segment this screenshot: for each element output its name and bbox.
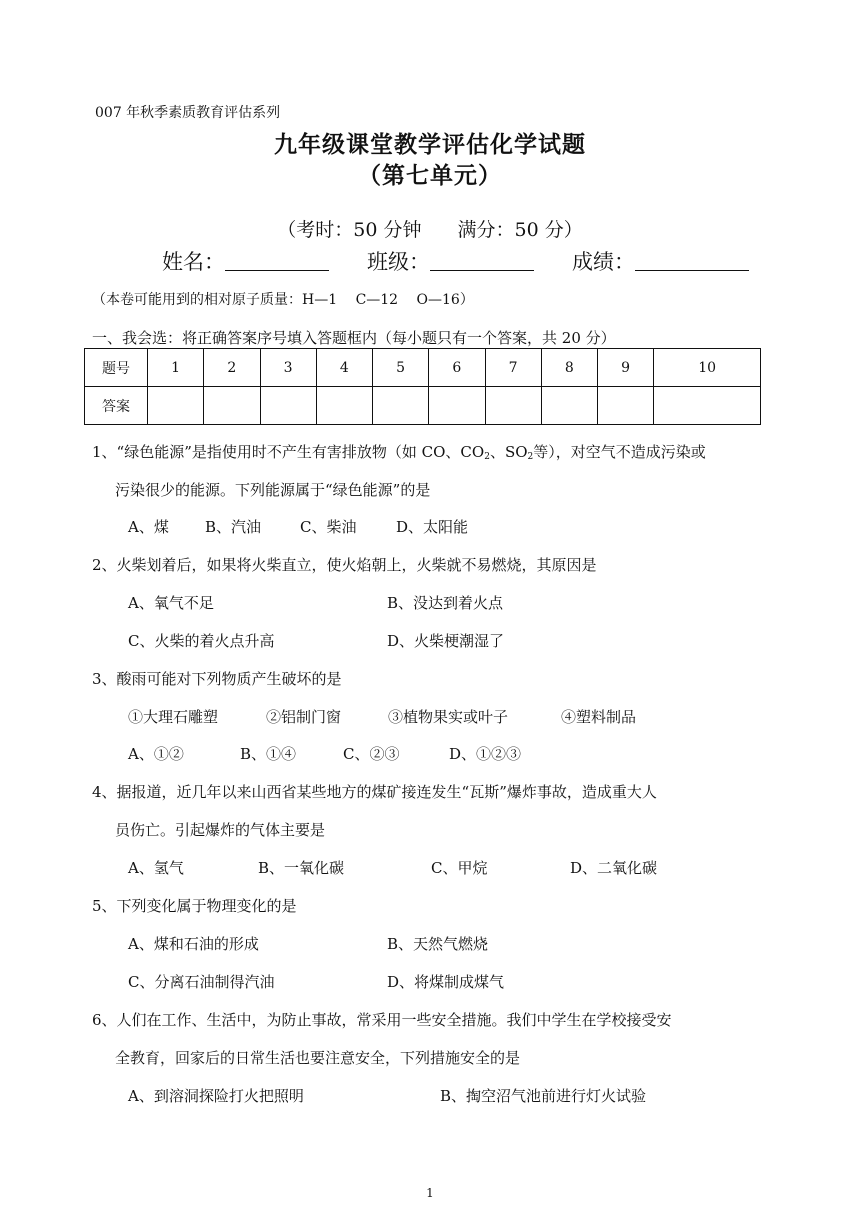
question-number-cell: 1 [148, 349, 204, 387]
q5-option-b: B、天然气燃烧 [387, 935, 489, 953]
answer-cell[interactable] [260, 387, 316, 425]
student-info-row [162, 246, 787, 276]
name-blank[interactable] [225, 250, 329, 271]
class-field[interactable] [367, 246, 534, 276]
answer-cell[interactable] [485, 387, 541, 425]
answer-cell[interactable] [148, 387, 204, 425]
exam-full-score: 满分：50 分） [457, 219, 583, 241]
q1-subscript-1: 2 [484, 452, 490, 462]
q3-item-3: ③植物果实或叶子 [388, 708, 509, 726]
answer-header: 答案 [85, 387, 148, 425]
q5-option-d: D、将煤制成煤气 [387, 973, 505, 991]
class-label: 班级： [367, 250, 430, 274]
q2-option-b: B、没达到着火点 [387, 594, 504, 612]
answer-cell[interactable] [429, 387, 485, 425]
question-number-cell: 10 [654, 349, 761, 387]
page-number: 1 [426, 1186, 434, 1200]
table-row [85, 387, 761, 425]
grade-label: 成绩： [572, 250, 635, 274]
series-label: 007 年秋季素质教育评估系列 [95, 105, 281, 121]
q2-option-c: C、火柴的着火点升高 [128, 632, 275, 650]
q4-option-c: C、甲烷 [431, 859, 488, 877]
question-number-header: 题号 [85, 349, 148, 387]
question-5-stem: 5、下列变化属于物理变化的是 [92, 897, 297, 915]
q3-option-c: C、②③ [343, 745, 400, 763]
question-2-stem: 2、火柴划着后，如果将火柴直立，使火焰朝上，火柴就不易燃烧，其原因是 [92, 556, 597, 574]
question-number-cell: 8 [541, 349, 597, 387]
q6-option-b: B、掏空沼气池前进行灯火试验 [440, 1087, 647, 1105]
exam-subtitle: （第七单元） [358, 162, 502, 189]
atomic-mass-note: （本卷可能用到的相对原子质量：H—1 C—12 O—16） [92, 292, 474, 308]
q4-option-a: A、氢气 [128, 859, 184, 877]
question-6-stem-line2: 全教育，回家后的日常生活也要注意安全，下列措施安全的是 [115, 1049, 521, 1067]
exam-time: （考时：50 分钟 [277, 219, 422, 241]
question-number-cell: 2 [204, 349, 260, 387]
question-4-stem-line1: 4、据报道，近几年以来山西省某些地方的煤矿接连发生“瓦斯”爆炸事故，造成重大人 [92, 783, 657, 801]
answer-cell[interactable] [204, 387, 260, 425]
grade-blank[interactable] [635, 250, 749, 271]
q4-option-d: D、二氧化碳 [570, 859, 658, 877]
q6-option-a: A、到溶洞探险打火把照明 [128, 1087, 304, 1105]
question-4-stem-line2: 员伤亡。引起爆炸的气体主要是 [115, 821, 326, 839]
exam-title: 九年级课堂教学评估化学试题 [274, 131, 586, 158]
q3-option-a: A、①② [128, 745, 184, 763]
answer-cell[interactable] [373, 387, 429, 425]
answer-cell[interactable] [654, 387, 761, 425]
question-number-cell: 4 [316, 349, 372, 387]
question-number-cell: 9 [598, 349, 654, 387]
answer-cell[interactable] [316, 387, 372, 425]
q5-option-c: C、分离石油制得汽油 [128, 973, 275, 991]
q4-option-b: B、一氧化碳 [258, 859, 345, 877]
question-number-cell: 6 [429, 349, 485, 387]
grade-field[interactable] [572, 246, 749, 276]
q2-option-a: A、氧气不足 [128, 594, 214, 612]
exam-time-score [0, 215, 860, 242]
question-3-stem: 3、酸雨可能对下列物质产生破坏的是 [92, 670, 342, 688]
answer-table [84, 348, 761, 425]
q3-option-b: B、①④ [240, 745, 297, 763]
q1-subscript-2: 2 [527, 452, 534, 462]
q3-item-2: ②铝制门窗 [266, 708, 342, 726]
question-1-stem-line2: 污染很少的能源。下列能源属于“绿色能源”的是 [115, 481, 431, 499]
answer-cell[interactable] [598, 387, 654, 425]
q1-option-a: A、煤 [128, 518, 169, 536]
q1-text-c: 等），对空气不造成污染或 [533, 443, 706, 461]
q1-text-a: 1、“绿色能源”是指使用时不产生有害排放物（如 CO、CO [92, 443, 485, 461]
q1-option-d: D、太阳能 [396, 518, 469, 536]
section-title: 一、我会选：将正确答案序号填入答题框内（每小题只有一个答案，共 20 分） [92, 329, 616, 347]
question-number-cell: 3 [260, 349, 316, 387]
question-1-stem-line1 [92, 441, 706, 462]
q1-option-b: B、汽油 [205, 518, 262, 536]
question-number-cell: 5 [373, 349, 429, 387]
q1-option-c: C、柴油 [300, 518, 357, 536]
question-6-stem-line1: 6、人们在工作、生活中，为防止事故，常采用一些安全措施。我们中学生在学校接受安 [92, 1011, 672, 1029]
class-blank[interactable] [430, 250, 534, 271]
name-field[interactable] [162, 246, 329, 276]
name-label: 姓名： [162, 250, 225, 274]
q1-text-b: 、SO [489, 443, 528, 461]
q5-option-a: A、煤和石油的形成 [128, 935, 259, 953]
q2-option-d: D、火柴梗潮湿了 [387, 632, 505, 650]
q3-item-4: ④塑料制品 [561, 708, 637, 726]
answer-cell[interactable] [541, 387, 597, 425]
question-number-cell: 7 [485, 349, 541, 387]
q3-item-1: ①大理石雕塑 [128, 708, 219, 726]
q3-option-d: D、①②③ [449, 745, 522, 763]
table-row [85, 349, 761, 387]
